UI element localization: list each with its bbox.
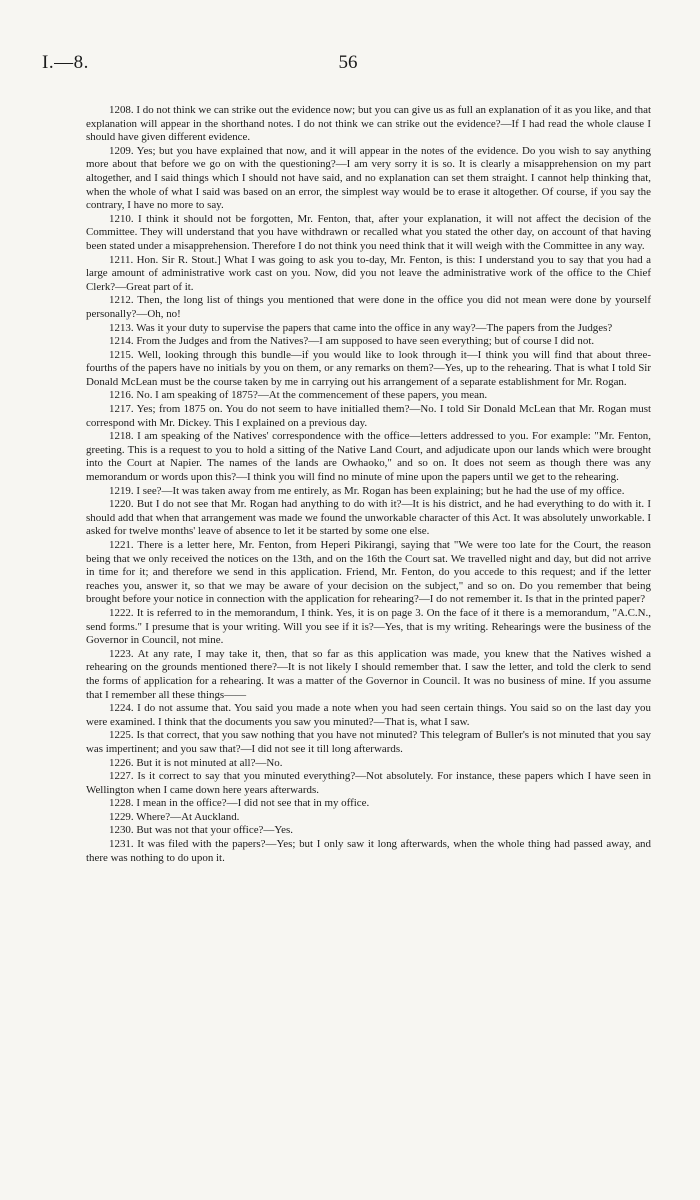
paragraph: 1227. Is it correct to say that you minuted everything?—Not absolutely. For instance, these papers which I have seen in Wellington when I came down here years afterwards. bbox=[86, 770, 651, 796]
paragraph: 1221. There is a letter here, Mr. Fenton, from Heperi Pikirangi, saying that "We were too late for the Court, the reason being that we only received the notices on the 13th, and on the 16th the Court sat. We travelled night and day, but did not arrive in time for it; and therefore we send in this application. Friend, Mr. Fenton, do you accede to this request; and if the letter reaches you, answer it, so that we may be aware of your decision on the subject," and so on. Do you remember that being brought before your notice in connection with the application for rehearing?—I do not remember it. Is that in the printed paper? bbox=[86, 539, 651, 606]
paragraph: 1216. No. I am speaking of 1875?—At the commencement of these papers, you mean. bbox=[109, 389, 488, 402]
paragraph: 1218. I am speaking of the Natives' correspondence with the office—letters addressed to you. For example: "Mr. Fenton, greeting. This is a request to you to hold a sitting of the Native Land Court, and adjudicate upon our lands which were brought into the Court at Napier. The names of the lands are Owhaoko," and so on. It does not seem as though there was any memorandum or words upon this?—I think you will find no minute of mine upon the papers until we get to the rehearing. bbox=[86, 430, 651, 484]
evidence-body bbox=[86, 104, 651, 865]
paragraph: 1209. Yes; but you have explained that now, and it will appear in the notes of the evidence. Do you wish to say anything more about that before we go on with the questioning?—I am very sorry it is so. It is clearly a misapprehension on my part altogether, and I said things which I should not have said, and no explanation can set them straight. I cannot help thinking that, when the whole of what I said was based on an error, the simplest way would be to erase it altogether. Of course, if you say the contrary, I have no more to say. bbox=[86, 144, 651, 212]
paragraph: 1229. Where?—At Auckland. bbox=[109, 810, 240, 823]
paragraph: 1230. But was not that your office?—Yes. bbox=[109, 824, 293, 837]
paragraph: 1214. From the Judges and from the Natives?—I am supposed to have seen everything; but of course I did not. bbox=[109, 335, 595, 348]
paper-reference: I.—8. bbox=[42, 52, 89, 73]
page-number: 56 bbox=[338, 52, 358, 73]
paragraph: 1215. Well, looking through this bundle—if you would like to look through it—I think you will find that about three-fourths of the papers have no initials by you on them, or any remarks on them?—Yes, up to the rehearing. That is what I told Sir Donald McLean must be the course taken by me in carrying out his arrangement of a separate establishment for Mr. Rogan. bbox=[86, 348, 651, 388]
page-header bbox=[42, 52, 654, 82]
paragraph: 1224. I do not assume that. You said you made a note when you had seen certain things. You said so on the last day you were examined. I think that the documents you saw you minuted?—That is, what I saw. bbox=[86, 702, 651, 728]
paragraph: 1210. I think it should not be forgotten, Mr. Fenton, that, after your explanation, it will not affect the decision of the Committee. They will understand that you have withdrawn or recalled what you stated the other day, on account of that having been stated under a misapprehension. Therefore I do not think you need think that it will weigh with the Committee in any way. bbox=[86, 212, 651, 252]
paragraph: 1225. Is that correct, that you saw nothing that you have not minuted? This telegram of Buller's is not minuted that you say was impertinent; and you saw that?—I did not see it till long afterwards. bbox=[86, 729, 651, 755]
paragraph: 1226. But it is not minuted at all?—No. bbox=[109, 756, 283, 769]
paragraph: 1228. I mean in the office?—I did not see that in my office. bbox=[109, 797, 370, 810]
paragraph: 1213. Was it your duty to supervise the papers that came into the office in any way?—The papers from the Judges? bbox=[109, 321, 613, 334]
paragraph: 1212. Then, the long list of things you mentioned that were done in the office you did not mean were done by yourself personally?—Oh, no! bbox=[86, 294, 651, 320]
paragraph: 1217. Yes; from 1875 on. You do not seem to have initialled them?—No. I told Sir Donald McLean that Mr. Rogan must correspond with Mr. Dickey. This I explained on a previous day. bbox=[86, 403, 651, 429]
paragraph: 1208. I do not think we can strike out the evidence now; but you can give us as full an explanation of it as you like, and that explanation will appear in the shorthand notes. I do not think we can strike out the evidence?—If I had read the whole clause I should have given different evidence. bbox=[86, 104, 651, 144]
paragraph: 1219. I see?—It was taken away from me entirely, as Mr. Rogan has been explaining; but he had the use of my office. bbox=[109, 484, 625, 497]
paragraph: 1220. But I do not see that Mr. Rogan had anything to do with it?—It is his district, and he had everything to do with it. I should add that when that arrangement was made we found the unworkable character of this Act. It was absolutely unworkable. I asked for twelve months' leave of absence to let it be started by some one else. bbox=[86, 498, 651, 538]
paragraph: 1231. It was filed with the papers?—Yes; but I only saw it long afterwards, when the whole thing had passed away, and there was nothing to do upon it. bbox=[86, 838, 651, 864]
paragraph: 1223. At any rate, I may take it, then, that so far as this application was made, you knew that the Natives wished a rehearing on the grounds mentioned there?—It is not likely I should remember that. I saw the letter, and told the clerk to send the forms of application for a rehearing. It was a matter of the Governor in Council. It was no business of mine. If you assume that I remember all these things—— bbox=[86, 647, 651, 701]
paragraph: 1222. It is referred to in the memorandum, I think. Yes, it is on page 3. On the face of it there is a memorandum, "A.C.N., send forms." I presume that is your writing. Will you see if it is?—Yes, that is my writing. Rehearings were the business of the Governor in Council, not mine. bbox=[86, 606, 651, 647]
paragraph: 1211. Hon. Sir R. Stout.] What I was going to ask you to-day, Mr. Fenton, is this: I understand you to say that you had a large amount of administrative work cast on you. Now, did you not leave the administrative work of the office to the Chief Clerk?—Great part of it. bbox=[86, 253, 651, 293]
